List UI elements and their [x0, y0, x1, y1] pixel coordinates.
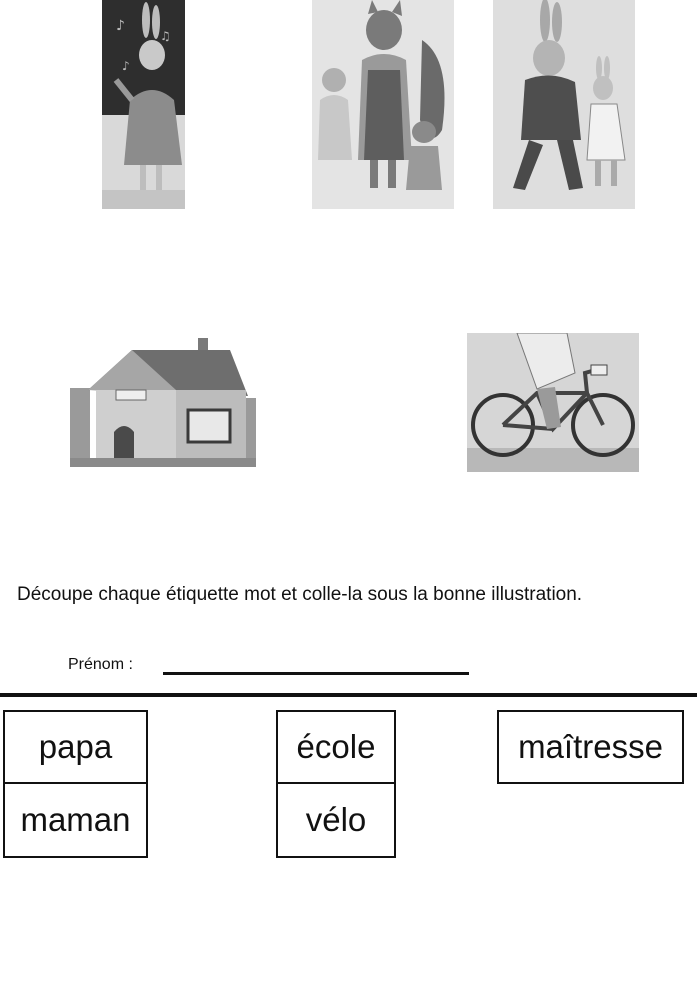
svg-text:♫: ♫: [160, 29, 171, 43]
svg-text:♪: ♪: [122, 59, 130, 73]
cut-line-separator: [0, 693, 697, 697]
rabbit-father-child-illustration: [493, 0, 635, 209]
bicycle-illustration: [467, 333, 639, 472]
svg-text:♪: ♪: [116, 18, 125, 34]
word-label-papa[interactable]: papa: [3, 710, 148, 784]
prenom-label: Prénom :: [68, 656, 133, 673]
prenom-field[interactable]: [163, 672, 469, 675]
word-label-maitresse[interactable]: maîtresse: [497, 710, 684, 784]
word-label-velo[interactable]: vélo: [276, 782, 396, 858]
teacher-rabbit-illustration: [102, 0, 185, 209]
cat-mother-family-illustration: [312, 0, 454, 209]
instruction-text: Découpe chaque étiquette mot et colle-la sous la bonne illustration.: [17, 584, 583, 605]
word-label-ecole[interactable]: école: [276, 710, 396, 784]
word-label-maman[interactable]: maman: [3, 782, 148, 858]
school-house-illustration: [70, 328, 256, 467]
